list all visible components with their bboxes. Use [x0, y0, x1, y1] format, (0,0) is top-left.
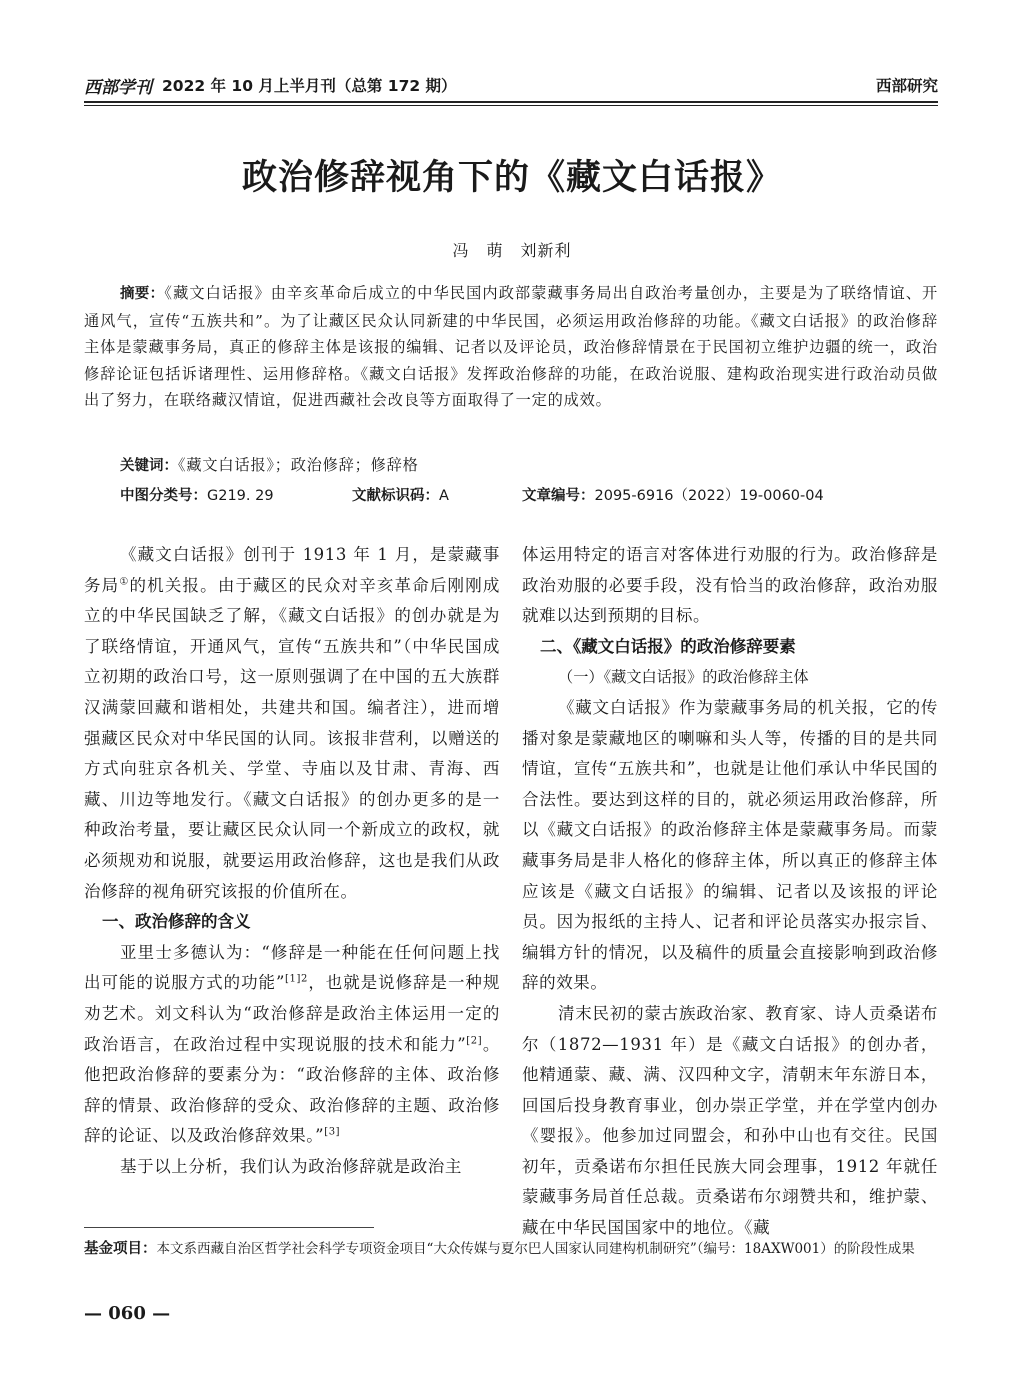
journal-logo: 西部学刊 — [84, 78, 152, 98]
subsection-heading: （一）《藏文白话报》的政治修辞主体 — [558, 668, 809, 687]
paragraph — [84, 540, 500, 907]
text-run: ，也就是说修辞是一种规劝艺术。刘文科认为“政治修辞是政治主体运用一定的政治语言，在政治过程中实现说服的技术和能力” — [84, 973, 500, 1054]
article-number — [522, 484, 824, 505]
text-run: 。他把政治修辞的要素分为：“政治修辞的主体、政治修辞的情景、政治修辞的受众、政治修辞的主题、政治修辞的论证、以及政治修辞效果。” — [84, 1034, 500, 1146]
clc-number — [120, 484, 274, 505]
citation-marker: [2] — [466, 1035, 483, 1046]
header-rule-thin — [84, 105, 938, 106]
doc-code — [352, 484, 449, 505]
text-run: 的机关报。由于藏区的民众对辛亥革命后刚刚成立的中华民国缺乏了解，《藏文白话报》的创办就是为了联络情谊，开通风气，宣传“五族共和”（中华民国成立初期的政治口号，这一原则强调了在中国的五大族群汉满蒙回藏和谐相处，共建共和国。编者注），进而增强藏区民众对中华民国的认同。该报非营利，以赠送的方式向驻京各机关、学堂、寺庙以及甘肃、青海、西藏、川边等地发行。《藏文白话报》的创办更多的是一种政治考量，要让藏区民众认同一个新成立的政权，就必须规劝和说服，就要运用政治修辞，这也是我们从政治修辞的视角研究该报的价值所在。 — [84, 575, 500, 901]
abstract-label: 摘要： — [120, 286, 165, 302]
classification-line — [120, 484, 938, 506]
paragraph — [84, 938, 500, 1152]
keywords-label: 关键词： — [120, 458, 178, 474]
text-run: 亚里士多德认为：“修辞是一种能在任何问题上找出可能的说服方式的功能” — [84, 942, 500, 993]
article-title: 政治修辞视角下的《藏文白话报》 — [241, 157, 782, 198]
abstract — [84, 280, 938, 414]
left-column — [84, 540, 500, 1182]
issue-info: 2022 年 10 月上半月刊（总第 172 期） — [162, 77, 457, 95]
text-run: 《藏文白话报》创刊于 1913 年 1 月，是蒙藏事务局 — [84, 545, 500, 595]
running-header — [84, 72, 938, 102]
paragraph: 基于以上分析，我们认为政治修辞就是政治主 — [120, 1156, 462, 1176]
footnote-rule — [84, 1227, 374, 1228]
paragraph: 体运用特定的语言对客体进行劝服的行为。政治修辞是政治劝服的必要手段，没有恰当的政治修辞，政治劝服就难以达到预期的目标。 — [522, 545, 938, 626]
header-rule-thick — [84, 101, 938, 103]
footnote-marker: ① — [119, 576, 130, 588]
keywords — [120, 454, 419, 475]
keywords-text: 《藏文白话报》；政治修辞；修辞格 — [178, 456, 419, 474]
fund-label: 基金项目： — [84, 1241, 157, 1257]
section-heading: 一、政治修辞的含义 — [102, 912, 251, 932]
section-heading: 二、《藏文白话报》的政治修辞要素 — [540, 636, 796, 656]
citation-marker: [1]2 — [285, 973, 308, 985]
clc-value: G219. 29 — [207, 488, 274, 504]
paragraph: 《藏文白话报》作为蒙藏事务局的机关报，它的传播对象是蒙藏地区的喇嘛和头人等，传播的目的是共同情谊，宣传“五族共和”，也就是让他们承认中华民国的合法性。要达到这样的目的，就必须运用政治修辞，所以《藏文白话报》的政治修辞主体是蒙藏事务局。而蒙藏事务局是非人格化的修辞主体，所以真正的修辞主体应该是《藏文白话报》的编辑、记者以及该报的评论员。因为报纸的主持人、记者和评论员落实办报宗旨、编辑方针的情况，以及稿件的质量会直接影响到政治修辞的效果。 — [522, 697, 938, 993]
paragraph: 清末民初的蒙古族政治家、教育家、诗人贡桑诺布尔（1872—1931 年）是《藏文白话报》的创办者，他精通蒙、藏、满、汉四种文字，清朝末年东游日本，回国后投身教育事业，创办崇正学堂，并在学堂内创办《婴报》。他参加过同盟会，和孙中山也有交往。民国初年，贡桑诺布尔担任民族大同会理事，1912 年就任蒙藏事务局首任总裁。贡桑诺布尔翊赞共和，维护蒙、藏在中华民国国家中的地位。《藏 — [522, 1003, 938, 1238]
clc-label: 中图分类号： — [120, 488, 207, 504]
doc-label: 文献标识码： — [352, 488, 439, 504]
article-number-value: 2095-6916（2022）19-0060-04 — [594, 488, 824, 504]
article-authors: 冯 萌 刘新利 — [452, 241, 572, 260]
doc-value: A — [439, 488, 449, 504]
right-column — [522, 540, 938, 1244]
fund-note — [84, 1238, 938, 1260]
section-name: 西部研究 — [875, 77, 938, 95]
page-number: — 060 — — [84, 1303, 171, 1324]
article-number-label: 文章编号： — [522, 488, 595, 504]
fund-text: 本文系西藏自治区哲学社会科学专项资金项目“大众传媒与夏尔巴人国家认同建构机制研究”（编号：18AXW001）的阶段性成果 — [156, 1241, 915, 1257]
citation-marker: [3] — [324, 1126, 341, 1138]
abstract-text: 《藏文白话报》由辛亥革命后成立的中华民国内政部蒙藏事务局出自政治考量创办，主要是为了联络情谊、开通风气，宣传“五族共和”。为了让藏区民众认同新建的中华民国，必须运用政治修辞的功能。《藏文白话报》的政治修辞主体是蒙藏事务局，真正的修辞主体是该报的编辑、记者以及评论员，政治修辞情景在于民国初立维护边疆的统一，政治修辞论证包括诉诸理性、运用修辞格。《藏文白话报》发挥政治修辞的功能，在政治说服、建构政治现实进行政治动员做出了努力，在联络藏汉情谊，促进西藏社会改良等方面取得了一定的成效。 — [84, 284, 938, 410]
